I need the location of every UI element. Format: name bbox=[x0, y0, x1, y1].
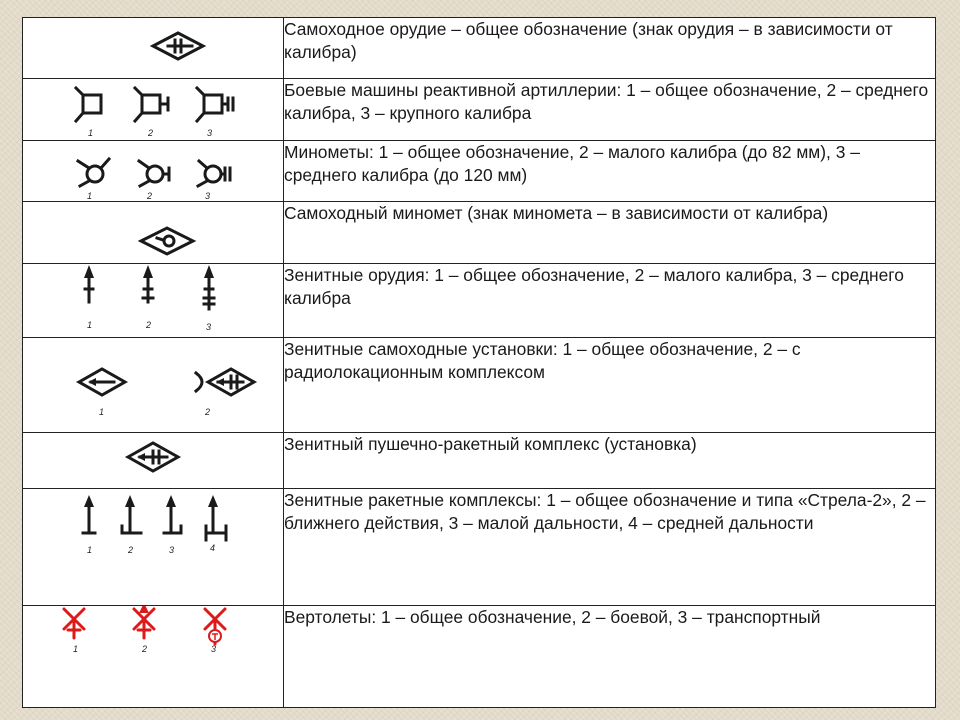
symbol-label: 2 bbox=[205, 407, 211, 418]
helicopter-transport-icon bbox=[205, 609, 225, 644]
helicopter-combat-icon bbox=[134, 606, 154, 638]
description: Вертолеты: 1 – общее обозначение, 2 – боевой, 3 – транспортный bbox=[284, 606, 936, 708]
table-row bbox=[23, 263, 936, 338]
symbol-label: 1 bbox=[99, 407, 105, 418]
table-row bbox=[23, 338, 936, 433]
symbol-label: 2 bbox=[128, 545, 134, 556]
aa-self-propelled-radar-icon bbox=[196, 369, 254, 395]
aa-self-propelled-general-icon bbox=[79, 369, 125, 395]
rocket-artillery-icon bbox=[23, 79, 283, 139]
description: Боевые машины реактивной артиллерии: 1 – общее обозначение, 2 – среднего калибра, 3 – крупного калибра bbox=[284, 79, 936, 140]
symbol-label: 1 bbox=[87, 190, 93, 201]
description: Зенитные самоходные установки: 1 – общее обозначение, 2 – с радиолокационным комплексом bbox=[284, 338, 936, 433]
symbol-cell bbox=[23, 18, 284, 79]
table-row bbox=[23, 489, 936, 606]
symbol-cell bbox=[23, 79, 284, 140]
helicopters-icon bbox=[23, 606, 283, 706]
aa-gun-medium-icon bbox=[204, 265, 214, 309]
aa-guns-icon bbox=[23, 264, 283, 337]
symbol-cell bbox=[23, 140, 284, 201]
mortar-small-icon bbox=[139, 161, 169, 186]
rocket-artillery-large-icon bbox=[197, 88, 233, 121]
description: Зенитные орудия: 1 – общее обозначение, 2 – малого калибра, 3 – среднего калибра bbox=[284, 263, 936, 338]
mortar-medium-icon bbox=[198, 161, 230, 186]
symbol-label: 1 bbox=[87, 545, 93, 556]
aa-self-propelled-icon bbox=[23, 338, 283, 431]
table-row bbox=[23, 606, 936, 708]
symbol-label: 3 bbox=[206, 321, 212, 332]
table-row bbox=[23, 432, 936, 488]
table-row bbox=[23, 202, 936, 263]
mortar-general-icon bbox=[78, 159, 109, 186]
symbol-cell bbox=[23, 202, 284, 263]
aa-gun-small-icon bbox=[143, 265, 153, 302]
aa-gun-general-icon bbox=[84, 265, 94, 302]
aa-missile-general-icon bbox=[83, 495, 95, 533]
symbol-label: 3 bbox=[211, 644, 217, 655]
symbol-cell bbox=[23, 432, 284, 488]
symbol-label: 2 bbox=[142, 644, 148, 655]
description: Самоходный миномет (знак миномета – в зависимости от калибра) bbox=[284, 202, 936, 263]
symbol-cell bbox=[23, 489, 284, 606]
table-row bbox=[23, 79, 936, 140]
description: Самоходное орудие – общее обозначение (знак орудия – в зависимости от калибра) bbox=[284, 18, 936, 79]
helicopter-general-icon bbox=[64, 609, 84, 638]
symbol-label: 4 bbox=[210, 543, 216, 554]
symbol-label: 2 bbox=[146, 319, 152, 330]
rocket-artillery-medium-icon bbox=[135, 88, 168, 121]
symbol-label: 2 bbox=[148, 128, 154, 139]
symbol-label: 3 bbox=[205, 190, 211, 201]
symbol-label: 3 bbox=[207, 128, 213, 139]
aa-missile-medium-range-icon bbox=[206, 495, 226, 540]
symbol-label: 1 bbox=[73, 644, 79, 655]
table-row bbox=[23, 18, 936, 79]
symbol-cell bbox=[23, 338, 284, 433]
aa-gun-missile-icon bbox=[23, 433, 283, 488]
rocket-artillery-general-icon bbox=[76, 88, 101, 121]
aa-missile-low-range-icon bbox=[164, 495, 181, 533]
symbol-cell bbox=[23, 263, 284, 338]
self-propelled-gun-icon bbox=[23, 18, 283, 78]
aa-missile-short-range-icon bbox=[122, 495, 141, 533]
aa-missile-icon bbox=[23, 489, 283, 604]
description: Минометы: 1 – общее обозначение, 2 – малого калибра (до 82 мм), 3 – среднего калибра (до 120 мм) bbox=[284, 140, 936, 201]
symbol-label: 1 bbox=[88, 128, 94, 139]
description: Зенитные ракетные комплексы: 1 – общее обозначение и типа «Стрела-2», 2 – ближнего действия, 3 – малой дальности, 4 – средней дальности bbox=[284, 489, 936, 606]
self-propelled-mortar-icon bbox=[23, 202, 283, 262]
symbol-label: 1 bbox=[87, 319, 93, 330]
symbol-label: 2 bbox=[147, 190, 153, 201]
symbols-table bbox=[22, 17, 936, 708]
table-row bbox=[23, 140, 936, 201]
description: Зенитный пушечно-ракетный комплекс (установка) bbox=[284, 432, 936, 488]
slide bbox=[22, 17, 936, 708]
mortars-icon bbox=[23, 141, 283, 201]
symbol-label: 3 bbox=[169, 545, 175, 556]
symbol-cell bbox=[23, 606, 284, 708]
